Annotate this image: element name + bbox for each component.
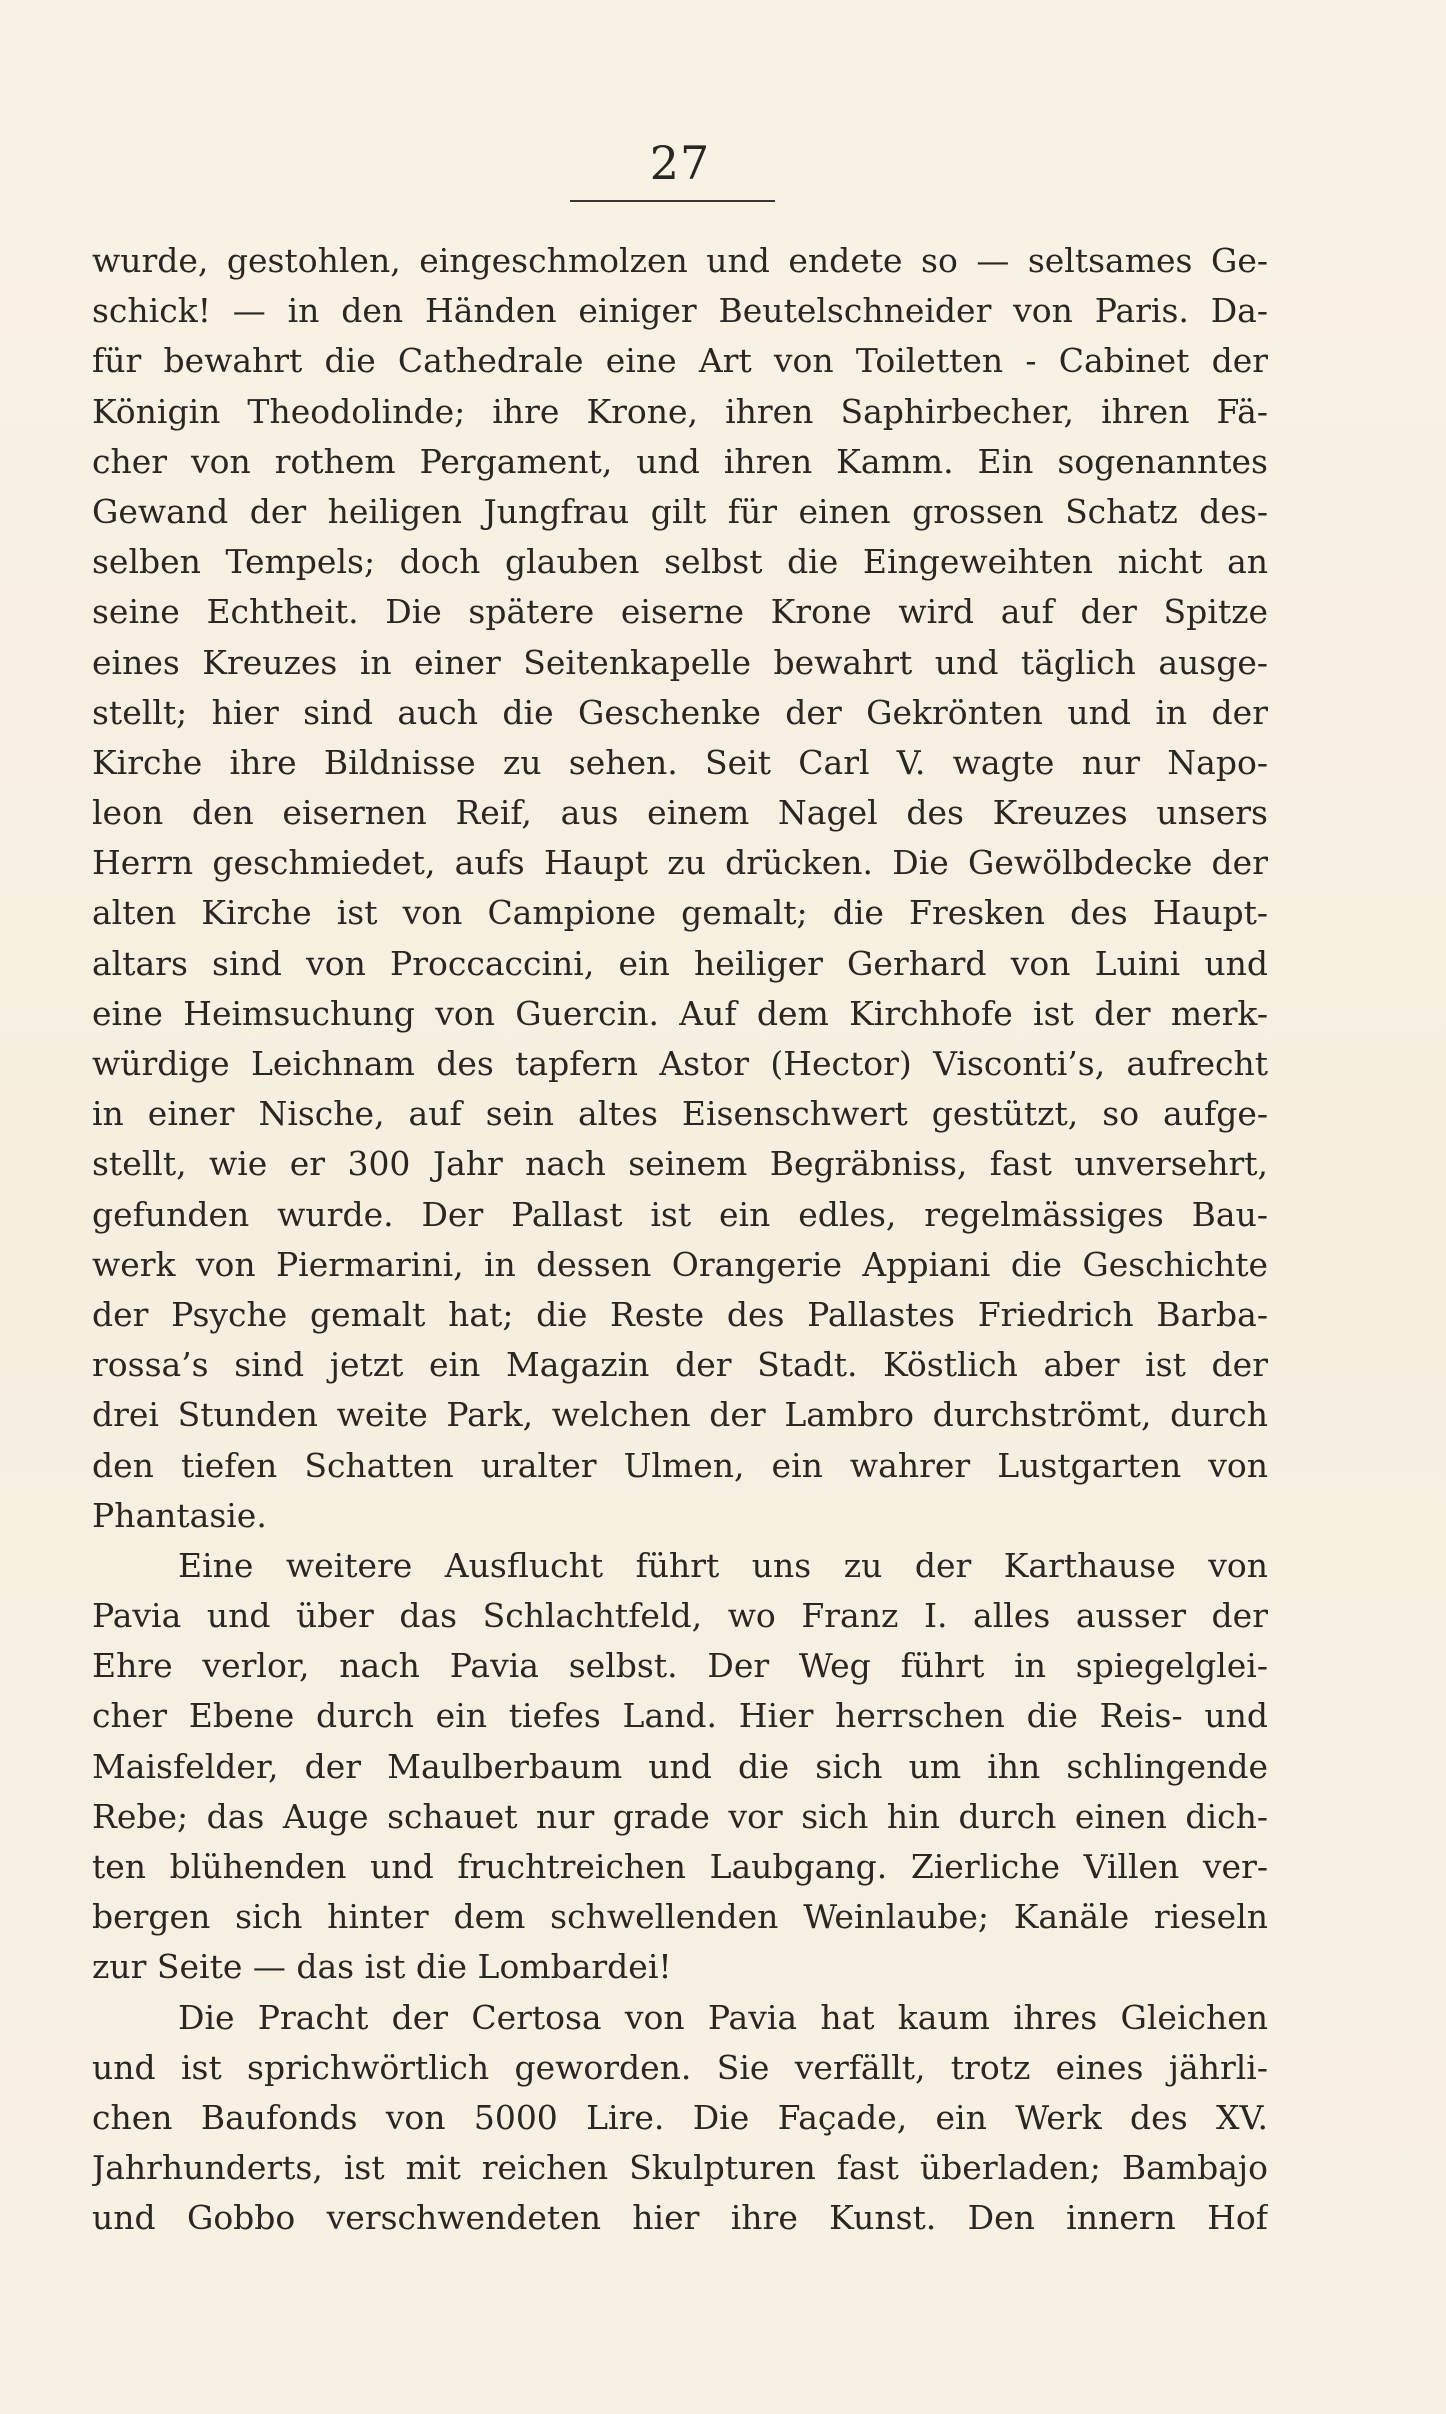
text-line: Kirche ihre Bildnisse zu sehen. Seit Carl V. wagte nur Napo- <box>92 742 1268 782</box>
text-line: gefunden wurde. Der Pallast ist ein edles, regelmässiges Bau- <box>92 1194 1268 1234</box>
text-line: Pavia und über das Schlachtfeld, wo Franz I. alles ausser der <box>92 1596 1268 1636</box>
body-text <box>92 236 1268 2244</box>
text-line: Phantasie. <box>92 1495 267 1535</box>
text-line: und ist sprichwörtlich geworden. Sie verfällt, trotz eines jährli- <box>92 2047 1268 2087</box>
text-line: und Gobbo verschwendeten hier ihre Kunst. Den innern Hof <box>92 2198 1268 2238</box>
text-line: Jahrhunderts, ist mit reichen Skulpturen fast überladen; Bambajo <box>92 2148 1268 2188</box>
text-line: den tiefen Schatten uralter Ulmen, ein wahrer Lustgarten von <box>92 1445 1268 1485</box>
text-line: werk von Piermarini, in dessen Orangerie Appiani die Geschichte <box>92 1244 1268 1284</box>
text-line: würdige Leichnam des tapfern Astor (Hector) Visconti’s, aufrecht <box>92 1044 1268 1083</box>
text-line: ten blühenden und fruchtreichen Laubgang. Zierliche Villen ver- <box>92 1847 1268 1886</box>
text-line: Gewand der heiligen Jungfrau gilt für einen grossen Schatz des- <box>92 491 1268 531</box>
text-line: altars sind von Proccaccini, ein heiliger Gerhard von Luini und <box>92 943 1268 983</box>
text-line: Königin Theodolinde; ihre Krone, ihren Saphirbecher, ihren Fä- <box>92 391 1268 431</box>
text-line: stellt; hier sind auch die Geschenke der Gekrönten und in der <box>92 692 1268 732</box>
text-line: wurde, gestohlen, eingeschmolzen und endete so — seltsames Ge- <box>92 241 1268 280</box>
text-line: drei Stunden weite Park, welchen der Lambro durchströmt, durch <box>92 1395 1268 1435</box>
text-line: zur Seite — das ist die Lombardei! <box>92 1947 672 1987</box>
text-line: rossa’s sind jetzt ein Magazin der Stadt. Köstlich aber ist der <box>92 1345 1268 1385</box>
text-line: seine Echtheit. Die spätere eiserne Krone wird auf der Spitze <box>92 592 1268 632</box>
text-line: stellt, wie er 300 Jahr nach seinem Begräbniss, fast unversehrt, <box>92 1144 1268 1184</box>
text-line: selben Tempels; doch glauben selbst die Eingeweihten nicht an <box>92 542 1268 582</box>
text-line: schick! — in den Händen einiger Beutelschneider von Paris. Da- <box>92 291 1268 331</box>
page-number-rule <box>570 200 775 202</box>
text-line: Rebe; das Auge schauet nur grade vor sich hin durch einen dich- <box>92 1796 1268 1836</box>
text-line: eines Kreuzes in einer Seitenkapelle bewahrt und täglich ausge- <box>92 642 1268 682</box>
text-line-paragraph-start: Eine weitere Ausflucht führt uns zu der Karthause von <box>178 1545 1268 1585</box>
text-line: eine Heimsuchung von Guercin. Auf dem Kirchhofe ist der merk- <box>92 993 1268 1033</box>
text-line: Maisfelder, der Maulberbaum und die sich um ihn schlingende <box>92 1746 1268 1786</box>
text-line: leon den eisernen Reif, aus einem Nagel des Kreuzes unsers <box>92 793 1268 833</box>
text-line: Herrn geschmiedet, aufs Haupt zu drücken. Die Gewölbdecke der <box>92 843 1268 883</box>
text-line: bergen sich hinter dem schwellenden Weinlaube; Kanäle rieseln <box>92 1897 1268 1937</box>
text-line: in einer Nische, auf sein altes Eisenschwert gestützt, so aufge- <box>92 1094 1268 1134</box>
text-line: Ehre verlor, nach Pavia selbst. Der Weg führt in spiegelglei- <box>92 1646 1268 1686</box>
text-line: der Psyche gemalt hat; die Reste des Pallastes Friedrich Barba- <box>92 1294 1268 1334</box>
text-line: alten Kirche ist von Campione gemalt; die Fresken des Haupt- <box>92 893 1268 933</box>
text-line: für bewahrt die Cathedrale eine Art von Toiletten - Cabinet der <box>92 341 1268 381</box>
text-line: cher Ebene durch ein tiefes Land. Hier herrschen die Reis- und <box>92 1696 1268 1736</box>
text-line: cher von rothem Pergament, und ihren Kamm. Ein sogenanntes <box>92 441 1268 481</box>
text-line: chen Baufonds von 5000 Lire. Die Façade, ein Werk des XV. <box>92 2097 1268 2137</box>
page-number: 27 <box>649 136 711 190</box>
text-line-paragraph-start: Die Pracht der Certosa von Pavia hat kaum ihres Gleichen <box>178 1997 1268 2037</box>
